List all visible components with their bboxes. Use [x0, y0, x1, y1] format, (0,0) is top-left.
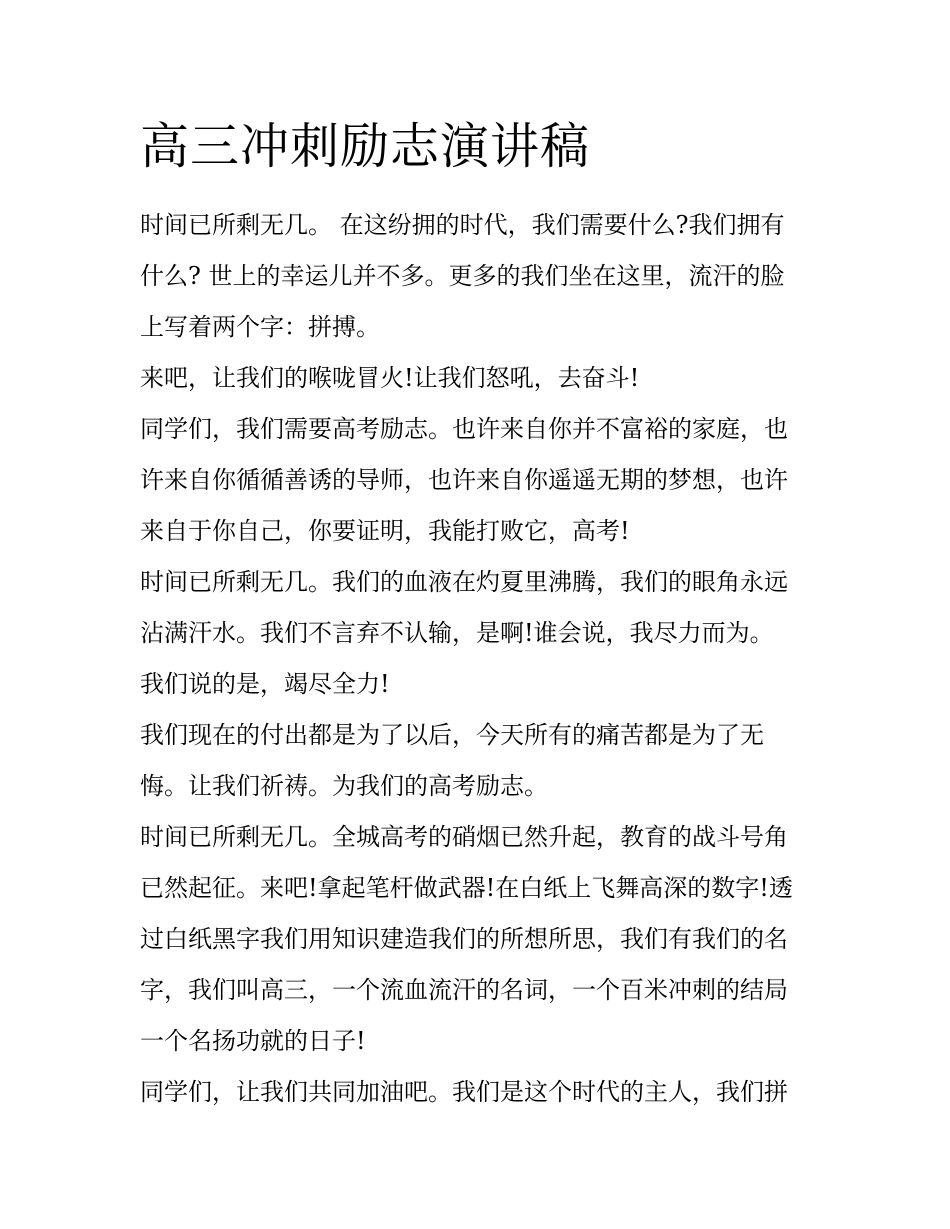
text-line: 来吧，让我们的喉咙冒火!让我们怒吼，去奋斗!	[140, 364, 640, 392]
text-line: 时间已所剩无几。 在这纷拥的时代，我们需要什么?我们拥有	[140, 211, 785, 239]
text-line: 我们说的是，竭尽全力!	[140, 670, 390, 698]
text-line: 已然起征。来吧!拿起笔杆做武器!在白纸上飞舞高深的数字!透	[140, 874, 793, 902]
text-line: 时间已所剩无几。我们的血液在灼夏里沸腾，我们的眼角永远	[140, 568, 788, 596]
text-line: 字，我们叫高三，一个流血流汗的名词，一个百米冲刺的结局	[140, 976, 788, 1004]
text-line: 许来自你循循善诱的导师，也许来自你遥遥无期的梦想，也许	[140, 466, 788, 494]
text-line: 悔。让我们祈祷。为我们的高考励志。	[140, 772, 548, 800]
text-line: 同学们，让我们共同加油吧。我们是这个时代的主人，我们拼	[140, 1078, 788, 1106]
text-line: 沾满汗水。我们不言弃不认输，是啊!谁会说，我尽力而为。	[140, 619, 774, 647]
document-title: 高三冲刺励志演讲稿	[140, 118, 591, 175]
text-line: 来自于你自己，你要证明，我能打败它，高考!	[140, 517, 630, 545]
text-line: 我们现在的付出都是为了以后，今天所有的痛苦都是为了无	[140, 721, 764, 749]
text-line: 过白纸黑字我们用知识建造我们的所想所思，我们有我们的名	[140, 925, 788, 953]
document-body	[140, 200, 820, 1118]
text-line: 同学们，我们需要高考励志。也许来自你并不富裕的家庭，也	[140, 415, 788, 443]
text-line: 时间已所剩无几。全城高考的硝烟已然升起，教育的战斗号角	[140, 823, 788, 851]
text-line: 上写着两个字：拼搏。	[140, 313, 380, 341]
text-line: 一个名扬功就的日子!	[140, 1027, 366, 1055]
text-line: 什么? 世上的幸运儿并不多。更多的我们坐在这里，流汗的脸	[140, 262, 785, 290]
